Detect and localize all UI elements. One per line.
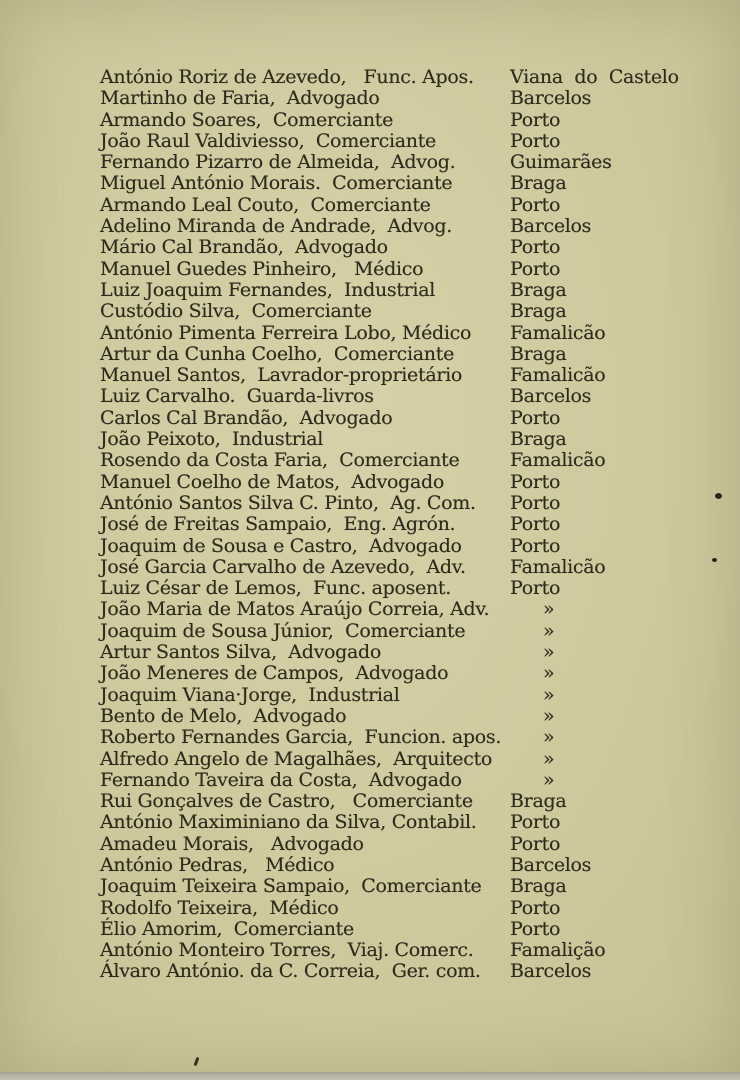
- directory-row: [100, 195, 720, 216]
- city-entry: Barcelos: [510, 853, 592, 876]
- city-entry: Braga: [510, 172, 567, 195]
- directory-row: [100, 259, 720, 280]
- person-entry: Joaquim Viana·Jorge, Industrial: [100, 683, 400, 706]
- directory-row: [100, 408, 720, 429]
- person-entry: António Pedras, Médico: [100, 853, 335, 876]
- directory-row: [100, 961, 720, 982]
- person-entry: João Maria de Matos Araújo Correia, Adv.: [100, 598, 490, 621]
- directory-row: [100, 493, 720, 514]
- city-entry: Braga: [510, 278, 567, 301]
- directory-row: [100, 621, 720, 642]
- person-entry: João Meneres de Campos, Advogado: [100, 662, 449, 685]
- city-entry: Barcelos: [510, 960, 592, 983]
- person-entry: Custódio Silva, Comerciante: [100, 300, 372, 323]
- scan-speck: [194, 1057, 200, 1066]
- person-entry: Roberto Fernandes Garcia, Funcion. apos.: [100, 726, 502, 749]
- person-entry: Manuel Guedes Pinheiro, Médico: [100, 257, 424, 280]
- city-entry: Porto: [510, 470, 561, 493]
- city-entry: »: [543, 726, 555, 749]
- directory-row: [100, 834, 720, 855]
- directory-row: [100, 237, 720, 258]
- city-entry: Braga: [510, 342, 567, 365]
- page-bottom-edge: [0, 1072, 740, 1080]
- city-entry: Viana do Castelo: [510, 66, 679, 88]
- city-entry: Porto: [510, 129, 561, 152]
- city-entry: Porto: [510, 108, 561, 131]
- city-entry: Guimarães: [510, 151, 612, 174]
- directory-row: [100, 344, 720, 365]
- directory-row: [100, 536, 720, 557]
- directory-row: [100, 940, 720, 961]
- directory-row: [100, 685, 720, 706]
- city-entry: Barcelos: [510, 215, 592, 238]
- directory-row: [100, 88, 720, 109]
- directory-row: [100, 131, 720, 152]
- city-entry: Famalição: [510, 939, 606, 962]
- person-entry: António Maximiniano da Silva, Contabil.: [100, 811, 477, 834]
- city-entry: Porto: [510, 236, 561, 259]
- directory-row: [100, 472, 720, 493]
- city-entry: »: [543, 641, 555, 664]
- directory-row: [100, 706, 720, 727]
- directory-row: [100, 855, 720, 876]
- directory-row: [100, 514, 720, 535]
- person-entry: Luiz Joaquim Fernandes, Industrial: [100, 278, 436, 301]
- person-entry: Miguel António Morais. Comerciante: [100, 172, 453, 195]
- directory-row: [100, 110, 720, 131]
- person-entry: Élio Amorim, Comerciante: [100, 917, 354, 940]
- city-entry: »: [543, 768, 555, 791]
- person-entry: Manuel Coelho de Matos, Advogado: [100, 470, 445, 493]
- scan-speck: [715, 493, 722, 499]
- directory-row: [100, 876, 720, 897]
- person-entry: Amadeu Morais, Advogado: [100, 832, 364, 855]
- city-entry: Porto: [510, 513, 561, 536]
- directory-row: [100, 749, 720, 770]
- directory-row: [100, 557, 720, 578]
- directory-row: [100, 919, 720, 940]
- city-entry: Braga: [510, 428, 567, 451]
- person-entry: Carlos Cal Brandão, Advogado: [100, 406, 393, 429]
- person-entry: Fernando Taveira da Costa, Advogado: [100, 768, 462, 791]
- person-entry: Álvaro António. da C. Correia, Ger. com.: [100, 960, 481, 983]
- directory-row: [100, 365, 720, 386]
- directory-row: [100, 429, 720, 450]
- person-entry: Bento de Melo, Advogado: [100, 704, 347, 727]
- directory-row: [100, 280, 720, 301]
- city-entry: Porto: [510, 832, 561, 855]
- person-entry: Luiz Carvalho. Guarda-livros: [100, 385, 374, 408]
- directory-row: [100, 301, 720, 322]
- city-entry: Famalicão: [510, 449, 606, 472]
- directory-row: [100, 770, 720, 791]
- city-entry: »: [543, 747, 555, 770]
- person-entry: Adelino Miranda de Andrade, Advog.: [100, 215, 452, 238]
- directory-row: [100, 727, 720, 748]
- person-entry: António Santos Silva C. Pinto, Ag. Com.: [100, 491, 476, 514]
- person-entry: Joaquim de Sousa e Castro, Advogado: [100, 534, 462, 557]
- directory-row: [100, 812, 720, 833]
- person-entry: Luiz César de Lemos, Func. aposent.: [100, 577, 452, 600]
- directory-row: [100, 323, 720, 344]
- directory-row: [100, 216, 720, 237]
- directory-list: [100, 67, 720, 983]
- city-entry: Barcelos: [510, 87, 592, 110]
- city-entry: Braga: [510, 300, 567, 323]
- person-entry: Alfredo Angelo de Magalhães, Arquitecto: [100, 747, 493, 770]
- city-entry: Porto: [510, 534, 561, 557]
- person-entry: Manuel Santos, Lavrador-proprietário: [100, 364, 463, 387]
- city-entry: Famalicão: [510, 321, 606, 344]
- person-entry: António Pimenta Ferreira Lobo, Médico: [100, 321, 472, 344]
- city-entry: Porto: [510, 811, 561, 834]
- scan-speck: [712, 558, 717, 562]
- directory-row: [100, 578, 720, 599]
- city-entry: Porto: [510, 917, 561, 940]
- person-entry: José de Freitas Sampaio, Eng. Agrón.: [100, 513, 456, 536]
- city-entry: »: [543, 662, 555, 685]
- city-entry: »: [543, 598, 555, 621]
- person-entry: Armando Leal Couto, Comerciante: [100, 193, 431, 216]
- person-entry: Fernando Pizarro de Almeida, Advog.: [100, 151, 456, 174]
- person-entry: Joaquim Teixeira Sampaio, Comerciante: [100, 875, 482, 898]
- person-entry: Rosendo da Costa Faria, Comerciante: [100, 449, 460, 472]
- directory-row: [100, 898, 720, 919]
- person-entry: Artur da Cunha Coelho, Comerciante: [100, 342, 455, 365]
- city-entry: Porto: [510, 193, 561, 216]
- directory-row: [100, 791, 720, 812]
- person-entry: Joaquim de Sousa Júnior, Comerciante: [100, 619, 466, 642]
- city-entry: Porto: [510, 491, 561, 514]
- city-entry: Braga: [510, 790, 567, 813]
- city-entry: Braga: [510, 875, 567, 898]
- directory-row: [100, 386, 720, 407]
- person-entry: António Monteiro Torres, Viaj. Comerc.: [100, 939, 474, 962]
- city-entry: »: [543, 704, 555, 727]
- person-entry: Mário Cal Brandão, Advogado: [100, 236, 388, 259]
- person-entry: António Roriz de Azevedo, Func. Apos.: [100, 66, 474, 88]
- city-entry: Porto: [510, 257, 561, 280]
- person-entry: Rui Gonçalves de Castro, Comerciante: [100, 790, 473, 813]
- city-entry: Porto: [510, 896, 561, 919]
- person-entry: Armando Soares, Comerciante: [100, 108, 394, 131]
- directory-row: [100, 67, 720, 88]
- directory-row: [100, 663, 720, 684]
- person-entry: José Garcia Carvalho de Azevedo, Adv.: [100, 555, 466, 578]
- directory-row: [100, 173, 720, 194]
- directory-row: [100, 450, 720, 471]
- city-entry: »: [543, 619, 555, 642]
- city-entry: Famalicão: [510, 364, 606, 387]
- person-entry: Artur Santos Silva, Advogado: [100, 641, 382, 664]
- directory-row: [100, 152, 720, 173]
- city-entry: Porto: [510, 577, 561, 600]
- directory-row: [100, 642, 720, 663]
- city-entry: Barcelos: [510, 385, 592, 408]
- city-entry: Porto: [510, 406, 561, 429]
- person-entry: Martinho de Faria, Advogado: [100, 87, 380, 110]
- city-entry: »: [543, 683, 555, 706]
- person-entry: Rodolfo Teixeira, Médico: [100, 896, 339, 919]
- directory-row: [100, 599, 720, 620]
- person-entry: João Raul Valdiviesso, Comerciante: [100, 129, 436, 152]
- person-entry: João Peixoto, Industrial: [100, 428, 324, 451]
- city-entry: Famalicão: [510, 555, 606, 578]
